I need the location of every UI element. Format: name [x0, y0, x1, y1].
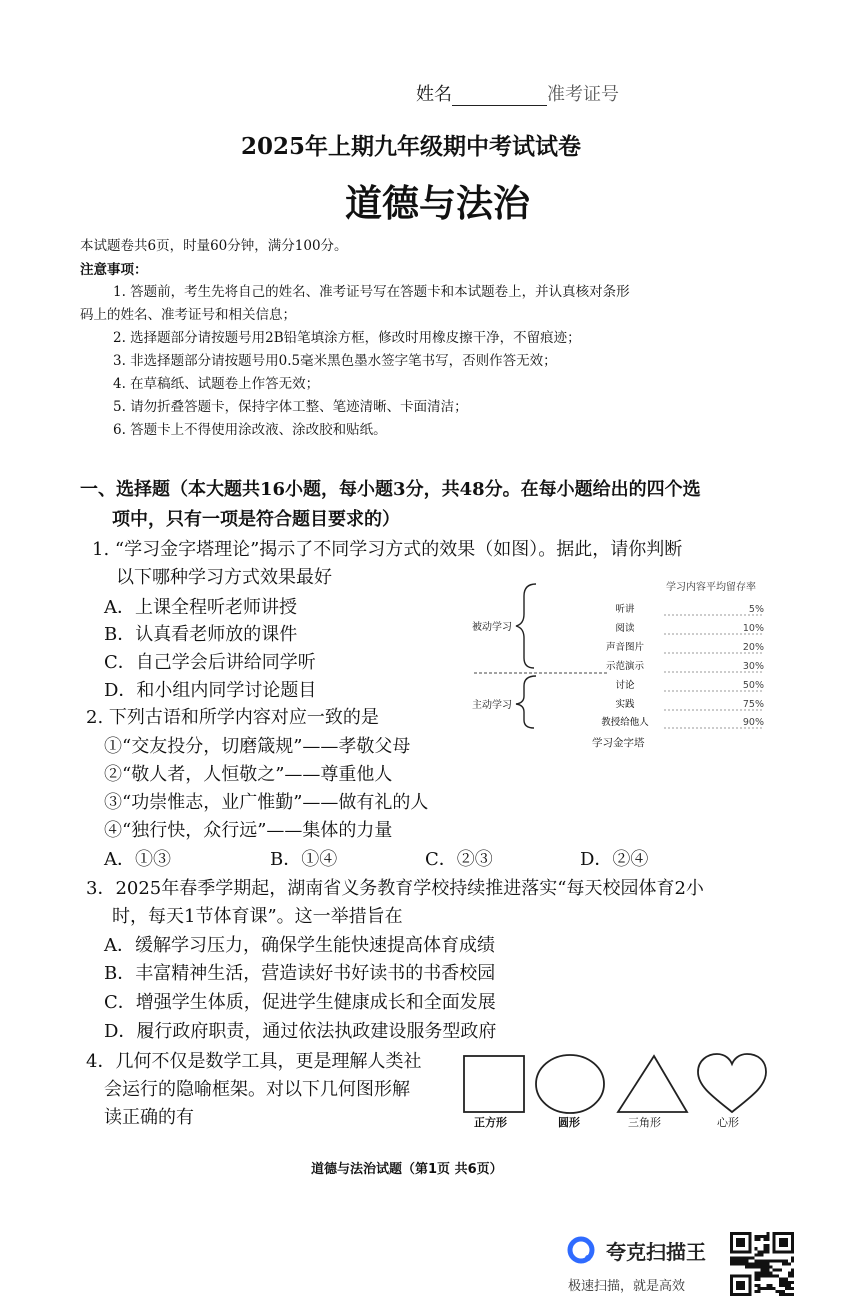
section-heading-cont: 项中，只有一项是符合题目要求的） — [112, 509, 400, 530]
q2-stem: 2. 下列古语和所学内容对应一致的是 — [86, 707, 379, 728]
label-circle: 圆形 — [558, 1116, 580, 1129]
q1-option-d: D．和小组内同学讨论题目 — [104, 680, 317, 701]
q1-stem: 1. “学习金字塔理论”揭示了不同学习方式的效果（如图）。据此，请你判断 — [92, 539, 683, 560]
exam-info: 本试题卷共6页，时量60分钟，满分100分。 — [80, 238, 348, 254]
pyramid-row-label: 声音图片 — [605, 642, 645, 653]
label-heart: 心形 — [717, 1116, 739, 1129]
page-footer: 道德与法治试题（第1页 共6页） — [311, 1162, 503, 1177]
q2-item-2: ②“敬人者，人恒敬之”——尊重他人 — [104, 764, 393, 785]
subject-title: 道德与法治 — [345, 182, 530, 225]
learning-pyramid-figure — [468, 578, 798, 753]
label-triangle: 三角形 — [628, 1116, 661, 1129]
q4-stem: 4．几何不仅是数学工具，更是理解人类社 — [86, 1051, 422, 1072]
pyramid-row-value: 50% — [742, 680, 764, 691]
passive-brace — [516, 584, 536, 668]
pyramid-row-value: 90% — [742, 717, 764, 728]
notice-title: 注意事项： — [80, 262, 148, 278]
name-blank — [452, 87, 547, 106]
q3-option-a: A．缓解学习压力，确保学生能快速提高体育成绩 — [104, 935, 495, 956]
pyramid-row-label: 听讲 — [615, 604, 635, 615]
q1-stem-cont: 以下哪种学习方式效果最好 — [116, 567, 332, 588]
q3-stem: 3．2025年春季学期起，湖南省义务教育学校持续推进落实“每天校园体育2小 — [86, 878, 704, 899]
scanner-brand: 夸克扫描王 — [606, 1240, 706, 1264]
qr-code-icon — [730, 1232, 794, 1296]
triangle-shape — [618, 1056, 687, 1112]
q1-option-b: B．认真看老师放的课件 — [104, 624, 298, 645]
notice-4: 4. 在草稿纸、试题卷上作答无效； — [113, 376, 320, 392]
q3-option-d: D．履行政府职责，通过依法执政建设服务型政府 — [104, 1021, 497, 1042]
geometry-shapes — [460, 1050, 790, 1120]
q2-option-a: A．①③ — [104, 849, 171, 870]
q2-item-3: ③“功崇惟志，业广惟勤”——做有礼的人 — [104, 792, 429, 813]
q1-option-c: C．自己学会后讲给同学听 — [104, 652, 316, 673]
pyramid-row-value: 75% — [742, 699, 764, 710]
name-label: 姓名 — [416, 84, 452, 105]
pyramid-row-label: 教授给他人 — [601, 717, 649, 728]
pyramid-caption: 学习金字塔 — [592, 737, 645, 749]
notice-1: 1. 答题前，考生先将自己的姓名、准考证号写在答题卡和本试题卷上，并认真核对条形 — [113, 284, 630, 300]
pyramid-header: 学习内容平均留存率 — [666, 582, 756, 593]
notice-3: 3. 非选择题部分请按题号用0.5毫米黑色墨水签字笔书写，否则作答无效； — [113, 353, 557, 369]
notice-1b: 码上的姓名、准考证号和相关信息； — [80, 307, 296, 323]
notice-2: 2. 选择题部分请按题号用2B铅笔填涂方框，修改时用橡皮擦干净，不留痕迹； — [113, 330, 581, 346]
pyramid-row-label: 实践 — [615, 699, 635, 710]
scanner-slogan: 极速扫描，就是高效 — [568, 1279, 686, 1294]
scanner-watermark — [566, 1232, 796, 1300]
active-brace — [516, 676, 536, 728]
q2-item-1: ①“交友投分，切磨箴规”——孝敬父母 — [104, 736, 411, 757]
label-square: 正方形 — [474, 1116, 507, 1129]
q3-stem-cont: 时，每天1节体育课”。这一举措旨在 — [112, 906, 403, 927]
passive-label: 被动学习 — [472, 622, 512, 633]
heart-shape — [698, 1054, 766, 1112]
notice-5: 5. 请勿折叠答题卡，保持字体工整、笔迹清晰、卡面清洁； — [113, 399, 468, 415]
pyramid-row-label: 示范演示 — [605, 661, 645, 672]
q2-option-d: D．②④ — [580, 849, 649, 870]
pyramid-row-value: 20% — [742, 642, 764, 653]
q2-item-4: ④“独行快，众行远”——集体的力量 — [104, 820, 393, 841]
pyramid-row-label: 阅读 — [615, 623, 635, 634]
square-shape — [464, 1056, 524, 1112]
notice-6: 6. 答题卡上不得使用涂改液、涂改胶和贴纸。 — [113, 422, 387, 438]
active-label: 主动学习 — [472, 700, 512, 711]
pyramid-row-label: 讨论 — [615, 680, 635, 691]
q3-option-b: B．丰富精神生活，营造读好书好读书的书香校园 — [104, 963, 496, 984]
circle-shape — [536, 1055, 604, 1113]
pyramid-row-value: 30% — [742, 661, 764, 672]
pyramid-row-value: 10% — [742, 623, 764, 634]
q4-stem-cont: 会运行的隐喻框架。对以下几何图形解 — [104, 1079, 410, 1100]
section-heading: 一、选择题（本大题共16小题，每小题3分，共48分。在每小题给出的四个选 — [80, 479, 701, 500]
q2-option-b: B．①④ — [270, 849, 338, 870]
pyramid-row-value: 5% — [748, 604, 764, 615]
q3-option-c: C．增强学生体质，促进学生健康成长和全面发展 — [104, 992, 496, 1013]
q4-stem-cont2: 读正确的有 — [104, 1107, 194, 1128]
q2-option-c: C．②③ — [425, 849, 493, 870]
scanner-logo-icon — [566, 1235, 596, 1265]
exam-title: 2025年上期九年级期中考试试卷 — [241, 133, 582, 160]
exam-id-label: 准考证号 — [547, 84, 619, 105]
name-field — [416, 80, 619, 106]
q1-option-a: A．上课全程听老师讲授 — [104, 597, 297, 618]
